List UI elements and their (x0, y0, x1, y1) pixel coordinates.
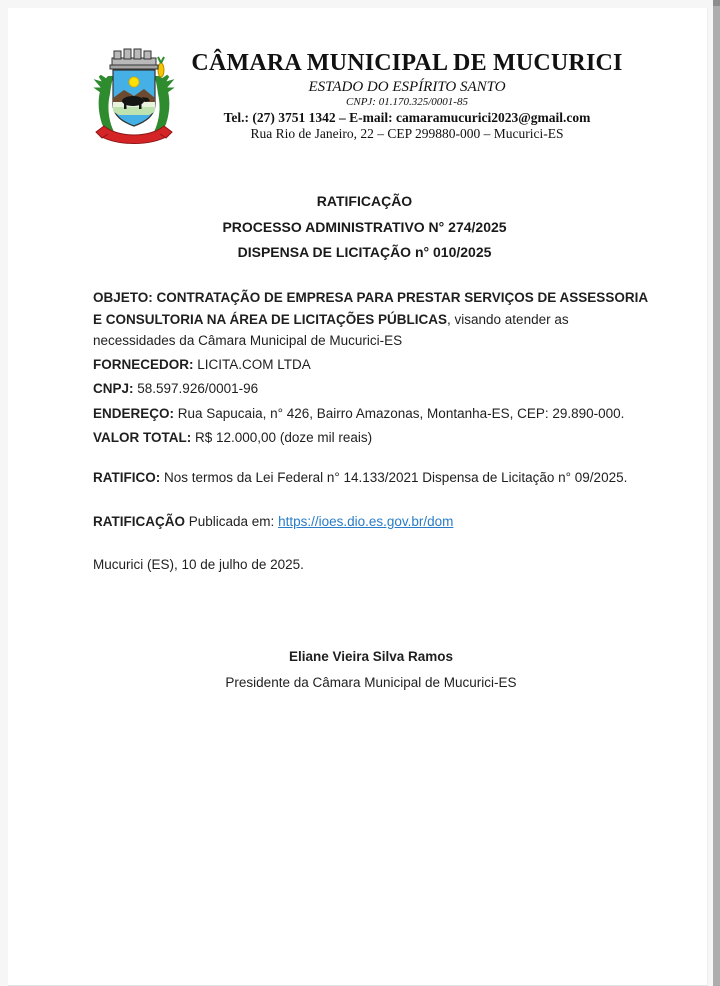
ratificacao-mid: Publicada em: (185, 514, 279, 529)
valor-value: R$ 12.000,00 (doze mil reais) (191, 429, 373, 445)
org-address: Rua Rio de Janeiro, 22 – CEP 299880-000 – Mucurici-ES (250, 126, 564, 141)
endereco-value: Rua Sapucaia, n° 426, Bairro Amazonas, Montanha-ES, CEP: 29.890-000. (174, 405, 625, 421)
org-state: ESTADO DO ESPÍRITO SANTO (308, 79, 506, 95)
title-processo: PROCESSO ADMINISTRATIVO N° 274/2025 (222, 218, 507, 235)
signature-name: Eliane Vieira Silva Ramos (288, 649, 454, 664)
scrollbar-thumb[interactable] (713, 0, 720, 6)
fornecedor-line (93, 353, 649, 377)
signature-title: Presidente da Câmara Municipal de Mucurici-ES (225, 675, 517, 690)
coat-of-arms-icon (88, 46, 180, 150)
objeto-bold-text: OBJETO: CONTRATAÇÃO DE EMPRESA PARA PRESTAR SERVIÇOS DE ASSESSORIA E CONSULTORIA NA ÁREA DE LICITAÇÕES PÚBLICAS (93, 290, 648, 327)
cnpj-label: CNPJ: (93, 381, 134, 397)
scrollbar[interactable] (713, 0, 720, 986)
cnpj-line (93, 377, 649, 401)
endereco-line (93, 402, 649, 426)
objeto-normal-text: , visando atender as necessidades da Câmara Municipal de Mucurici-ES (93, 311, 569, 348)
org-contact: Tel.: (27) 3751 1342 – E-mail: camaramucurici2023@gmail.com (223, 110, 591, 125)
letterhead (88, 46, 634, 150)
publication-link[interactable]: https://ioes.dio.es.gov.br/dom (278, 514, 454, 529)
org-cnpj: CNPJ: 01.170.325/0001-85 (346, 96, 468, 108)
valor-total-line (93, 426, 649, 450)
supplier-info (93, 353, 649, 450)
valor-label: VALOR TOTAL: (93, 429, 192, 445)
ratificacao-label: RATIFICAÇÃO (93, 514, 185, 529)
date-line: Mucurici (ES), 10 de julho de 2025. (93, 557, 304, 572)
letterhead-text (180, 46, 634, 142)
fornecedor-value: LICITA.COM LTDA (193, 357, 311, 372)
signature-block (93, 647, 649, 693)
org-name: CÂMARA MUNICIPAL DE MUCURICI (191, 50, 623, 76)
ratifico-label: RATIFICO: (93, 470, 161, 485)
document-page (8, 8, 708, 986)
objeto-paragraph (93, 287, 649, 352)
ratifico-line (93, 467, 649, 488)
endereco-label: ENDEREÇO: (93, 405, 175, 421)
publication-line (93, 511, 649, 532)
cnpj-value: 58.597.926/0001-96 (133, 381, 259, 397)
document-title (88, 189, 641, 266)
title-ratificacao: RATIFICAÇÃO (316, 193, 413, 209)
title-dispensa: DISPENSA DE LICITAÇÃO n° 010/2025 (237, 244, 492, 260)
ratifico-value: Nos termos da Lei Federal n° 14.133/2021 Dispensa de Licitação n° 09/2025. (160, 470, 628, 485)
fornecedor-label: FORNECEDOR: (93, 357, 194, 372)
